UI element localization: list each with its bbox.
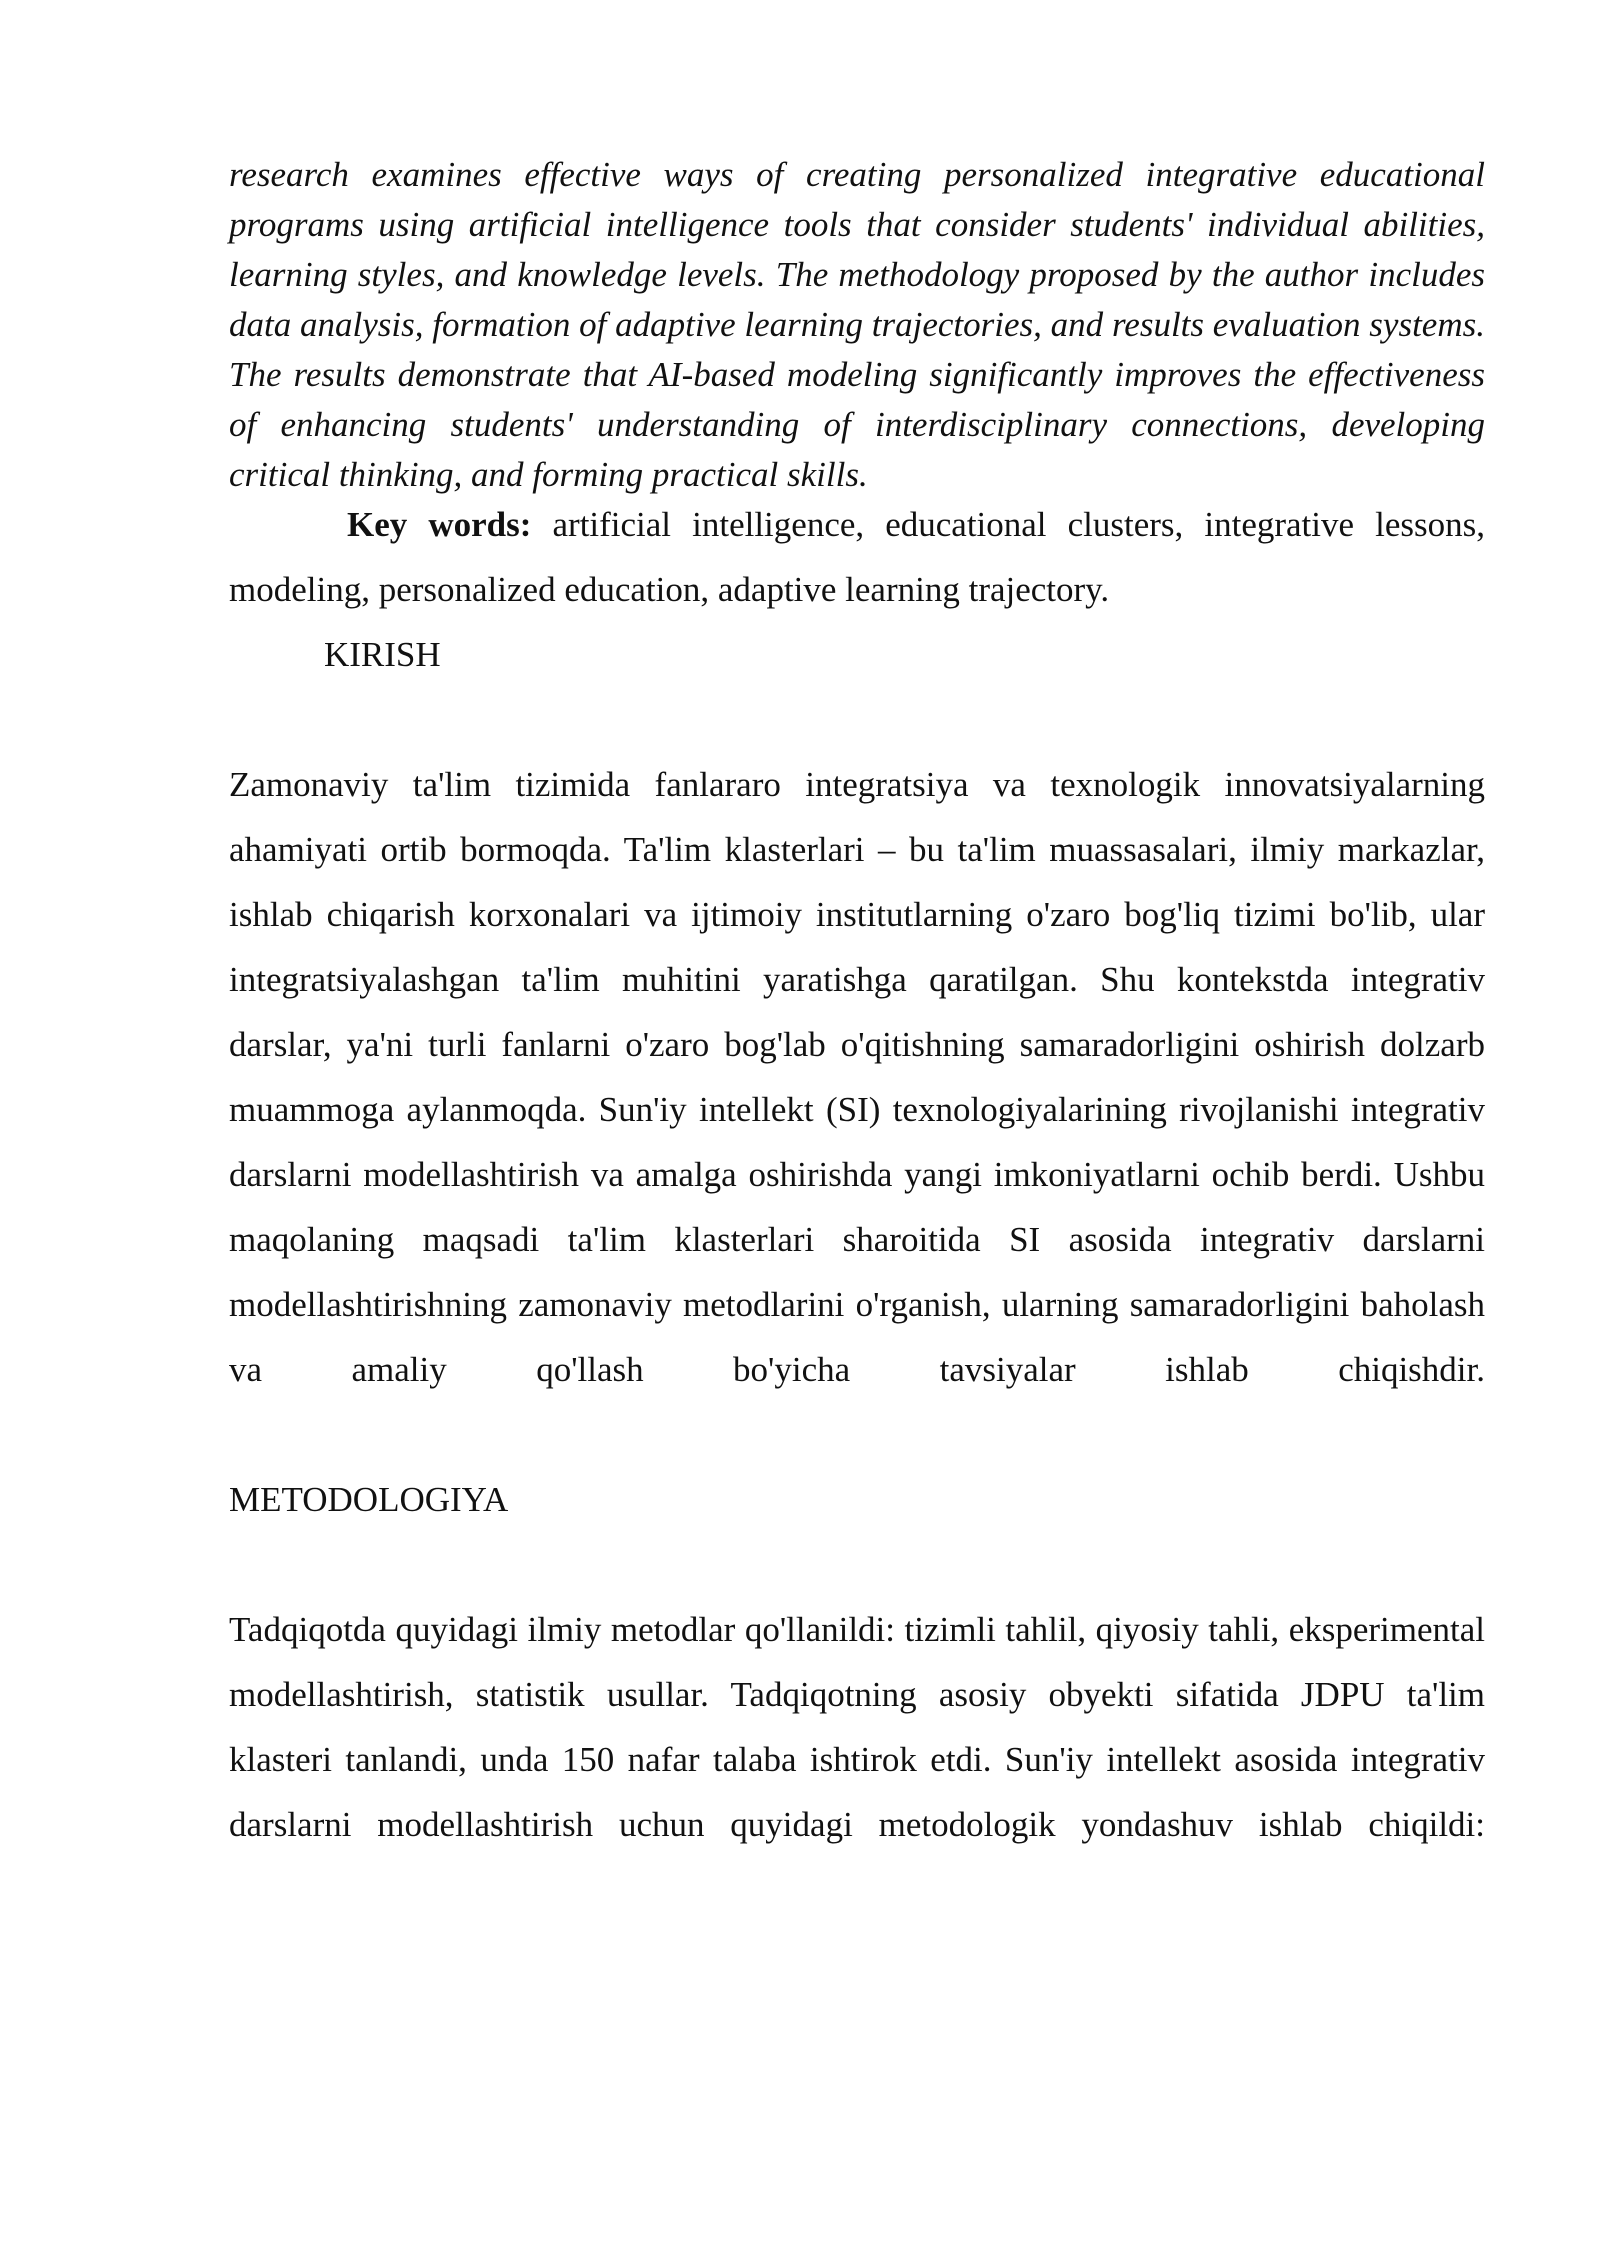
spacer	[229, 1402, 1485, 1467]
intro-heading: KIRISH	[324, 635, 441, 674]
spacer	[229, 1532, 1485, 1597]
abstract-paragraph: research examines effective ways of creating personalized integrative educational programs using artificial intelligence tools that consider students' individual abilities, learning styles, and knowledge levels. The methodology proposed by the author includes data analysis, formation of adaptive learning trajectories, and results evaluation systems. The results demonstrate that AI-based modeling significantly improves the effectiveness of enhancing students' understanding of interdisciplinary connections, developing critical thinking, and forming practical skills.	[229, 155, 1485, 494]
methodology-paragraph: Tadqiqotda quyidagi ilmiy metodlar qo'llanildi: tizimli tahlil, qiyosiy tahli, eksperimental modellashtirish, statistik usullar. Tadqiqotning asosiy obyekti sifatida JDPU ta'lim klasteri tanlandi, unda 150 nafar talaba ishtirok etdi. Sun'iy intellekt asosida integrativ darslarni modellashtirish uchun quyidagi metodologik yondashuv ishlab chiqildi:	[229, 1610, 1485, 1844]
document-page	[229, 150, 1485, 1857]
keywords-text: artificial intelligence, educational clusters, integrative lessons, modeling, personalized education, adaptive learning trajectory.	[229, 505, 1486, 609]
methodology-heading: METODOLOGIYA	[229, 1480, 509, 1519]
keywords-label: Key words:	[347, 505, 532, 544]
intro-paragraph: Zamonaviy ta'lim tizimida fanlararo integratsiya va texnologik innovatsiyalarning ahamiyati ortib bormoqda. Ta'lim klasterlari – bu ta'lim muassasalari, ilmiy markazlar, ishlab chiqarish korxonalari va ijtimoiy institutlarning o'zaro bog'liq tizimi bo'lib, ular integratsiyalashgan ta'lim muhitini yaratishga qaratilgan. Shu kontekstda integrativ darslar, ya'ni turli fanlarni o'zaro bog'lab o'qitishning samaradorligini oshirish dolzarb muammoga aylanmoqda. Sun'iy intellekt (SI) texnologiyalarining rivojlanishi integrativ darslarni modellashtirish va amalga oshirishda yangi imkoniyatlarni ochib berdi. Ushbu maqolaning maqsadi ta'lim klasterlari sharoitida SI asosida integrativ darslarni modellashtirishning zamonaviy metodlarini o'rganish, ularning samaradorligini baholash va amaliy qo'llash bo'yicha tavsiyalar ishlab chiqishdir.	[229, 765, 1485, 1389]
spacer	[229, 687, 1485, 752]
keywords-paragraph	[229, 492, 1485, 622]
